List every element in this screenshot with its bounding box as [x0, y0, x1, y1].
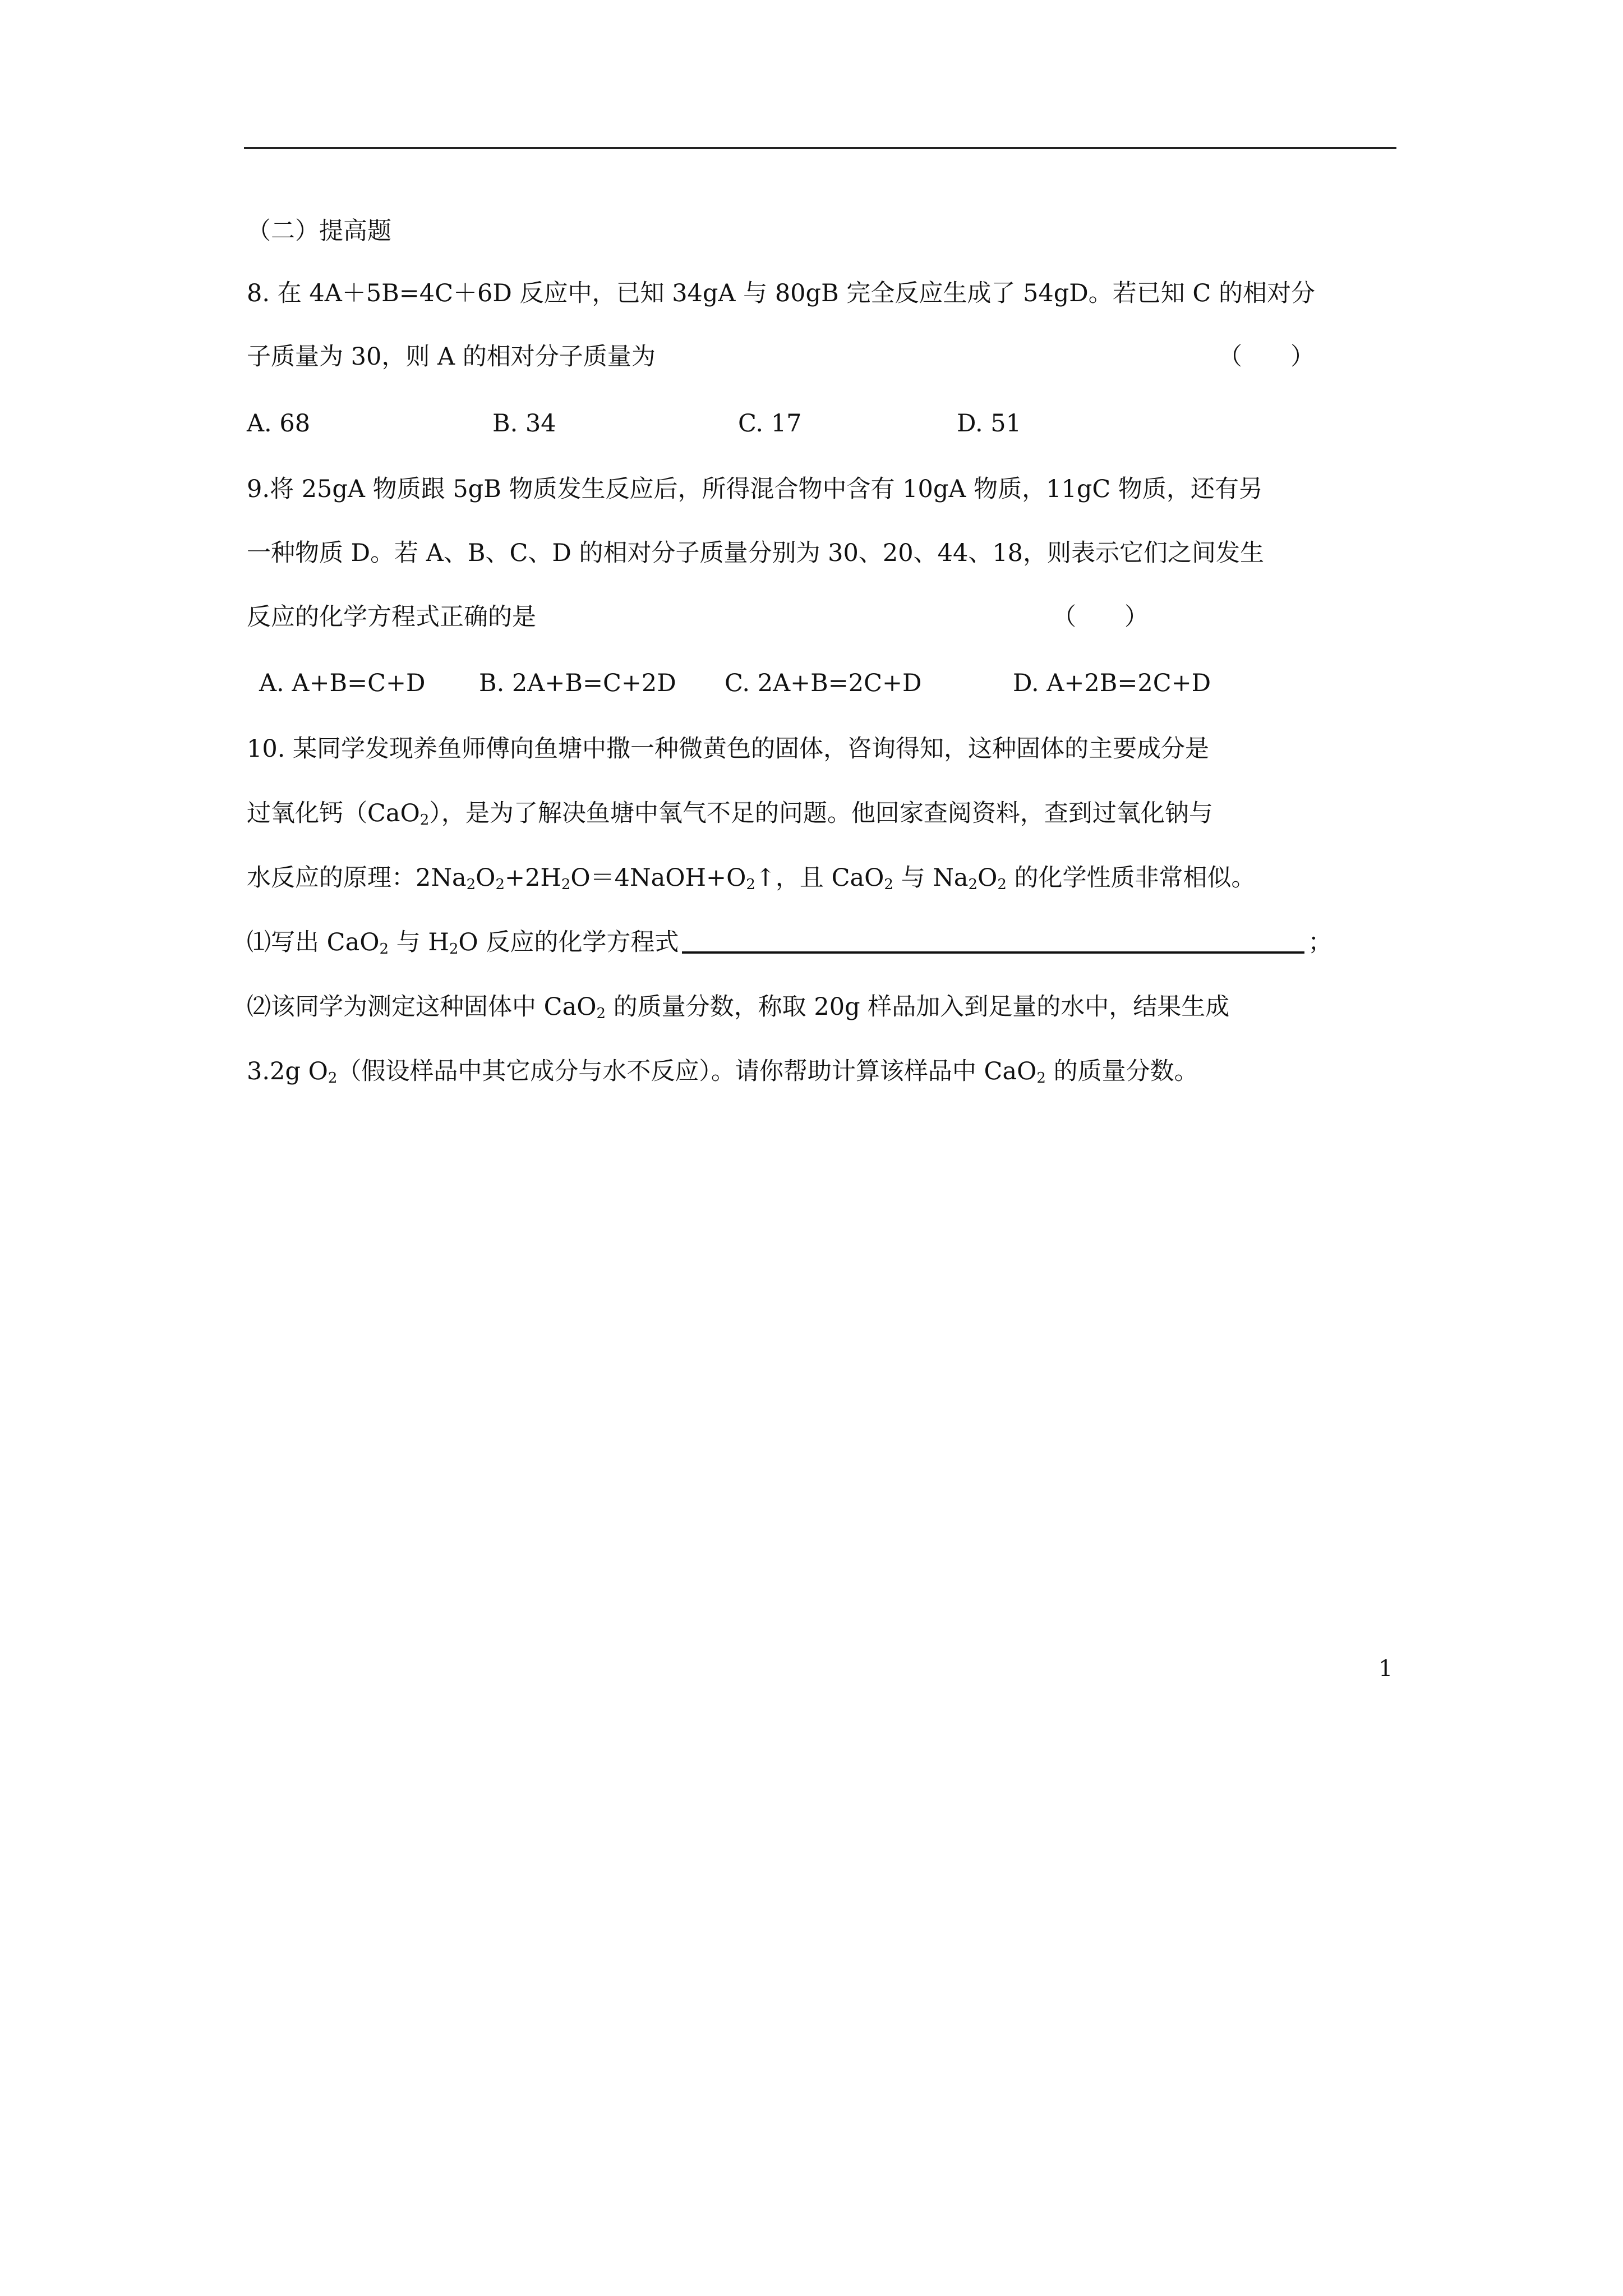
q9-option-d: D. A+2B=2C+D: [1013, 669, 1211, 697]
section-title: （二）提高题: [247, 217, 391, 245]
q9-line-1: 9.将 25gA 物质跟 5gB 物质发生反应后，所得混合物中含有 10gA 物质，11gC 物质，还有另: [247, 475, 1263, 503]
q10-line-2: 过氧化钙（CaO$_2$），是为了解决鱼塘中氧气不足的问题。他回家查阅资料，查到过氧化钠与: [247, 799, 1213, 829]
q9-option-b: B. 2A+B=C+2D: [479, 669, 676, 697]
q9-line-2: 一种物质 D。若 A、B、C、D 的相对分子质量分别为 30、20、44、18，则表示它们之间发生: [247, 539, 1265, 567]
q8-option-b: B. 34: [492, 409, 556, 438]
q8-line-2: 子质量为 30，则 A 的相对分子质量为: [247, 343, 656, 371]
q8-option-c: C. 17: [738, 409, 802, 438]
q9-option-c: C. 2A+B=2C+D: [725, 669, 922, 697]
q10-line-3: 水反应的原理：$2Na_2O_2+2H_2O=4NaOH+O_2↑$，且 CaO$_2$ 与 $Na_2O_2$ 的化学性质非常相似。: [247, 864, 1256, 893]
q10-sub-question-1: ⑴写出 CaO$_2$ 与 $H_2O$ 反应的化学方程式 ；: [247, 926, 1332, 959]
q8-option-a: A. 68: [247, 409, 311, 438]
q9-option-a: A. A+B=C+D: [259, 669, 426, 697]
q8-option-d: D. 51: [957, 409, 1021, 438]
q8-answer-paren: （ ）: [1218, 343, 1315, 371]
q10-sub-question-2-line-1: ⑵该同学为测定这种固体中 CaO$_2$ 的质量分数，称取 20g 样品加入到足量的水中，结果生成: [247, 993, 1230, 1022]
answer-blank-line[interactable]: [682, 927, 1304, 954]
q8-line-1: 8. 在 4A＋5B=4C＋6D 反应中，已知 34gA 与 80gB 完全反应生成了 54gD。若已知 C 的相对分: [247, 279, 1315, 307]
page-number: 1: [1378, 1656, 1393, 1682]
header-rule: [244, 147, 1396, 149]
q9-line-3: 反应的化学方程式正确的是: [247, 603, 536, 631]
q10-line-1: 10. 某同学发现养鱼师傅向鱼塘中撒一种微黄色的固体，咨询得知，这种固体的主要成分是: [247, 735, 1210, 763]
q9-answer-paren: （ ）: [1052, 603, 1149, 631]
q10-sub-question-2-line-2: 3.2g $O_2$（假设样品中其它成分与水不反应）。请你帮助计算该样品中 CaO$_2$ 的质量分数。: [247, 1057, 1198, 1087]
